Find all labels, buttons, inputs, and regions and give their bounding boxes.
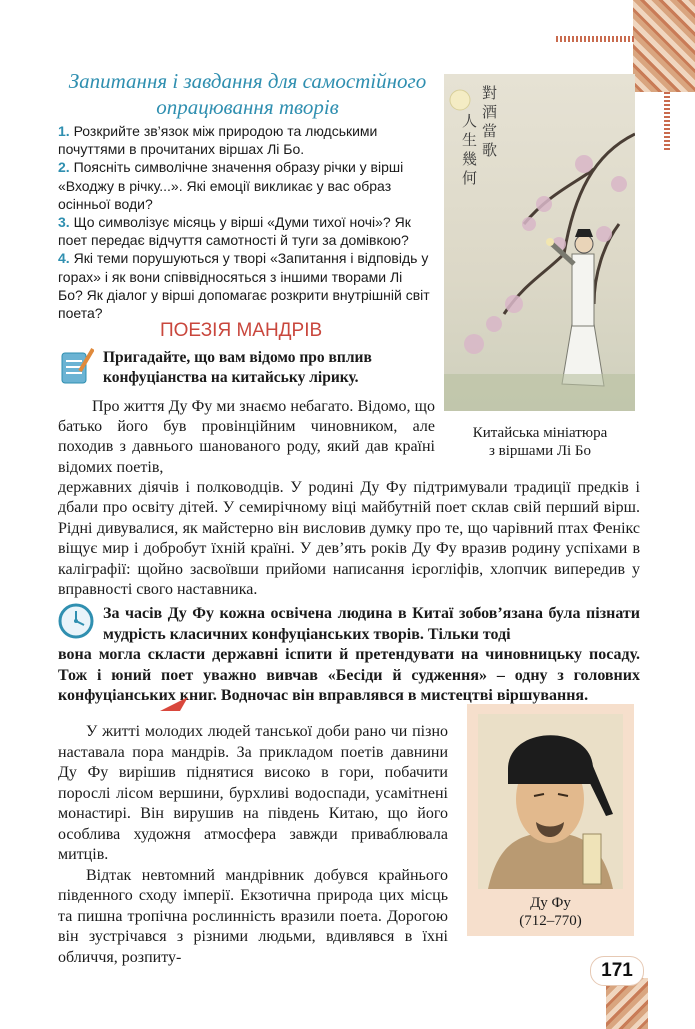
question-item: 2. Поясніть символічне значення образу річки у вірші «Входжу в річку...». Які емоції викликає у вас образ осінньої води? bbox=[58, 159, 404, 212]
section-title: Запитання і завдання для самостійного опрацювання творів bbox=[68, 69, 427, 119]
questions-list bbox=[58, 122, 430, 322]
portrait-caption bbox=[467, 894, 634, 930]
caption-line: Китайська мініатюра bbox=[472, 425, 608, 441]
calligraphy-char: 酒 bbox=[482, 103, 498, 121]
figure-caption bbox=[440, 424, 640, 460]
paragraph: Про життя Ду Фу ми знаємо небагато. Відомо, що батько його був провінційним чиновником, але походив з давнього шанованого роду, який дав країні відомих поетів, bbox=[58, 398, 435, 476]
miniature-illustration bbox=[444, 74, 635, 411]
end-marker-icon bbox=[160, 697, 188, 711]
portrait-name: Ду Фу bbox=[530, 895, 571, 911]
ornament-line-vertical bbox=[664, 92, 670, 150]
paragraph: державних діячів і полководців. У родині Ду Фу підтримували традиції предків і дбали про освіту дітей. У семирічному віці майбутній поет склав свій перший вірш. Рідні дивувалися, як майстерно він висловив думку про те, що чарівний птах Фенікс віщує мир і добробут їхній країні. У дев’ять років Ду Фу вразив родину успіхами в каліграфії: щойно засвоївши прийоми написання ієрогліфів, хлопчик випередив у вправності свого наставника. bbox=[58, 479, 640, 599]
corner-ornament-top bbox=[633, 0, 695, 92]
chinese-miniature-image bbox=[444, 74, 635, 411]
question-item: 1. Розкрийте зв’язок між природою та людськими почуттями в прочитаних віршах Лі Бо. bbox=[58, 123, 378, 158]
paragraph-travels: У житті молодих людей танської доби рано чи пізно наставала пора мандрів. За прикладом поетів давнини Ду Фу вирішив піднятися високо в гори, побачити порослі лісом вершини, бурхливі водоспади, усамітнені монастирі. Він вирушив на південь Китаю, що його особлива художня атмосфера завжди приваблювала митців. bbox=[58, 723, 448, 863]
portrait-years: (712–770) bbox=[519, 913, 582, 929]
caption-line: з віршами Лі Бо bbox=[488, 443, 592, 459]
notepad-pencil-icon bbox=[60, 347, 94, 385]
calligraphy-char: 人 bbox=[462, 112, 478, 130]
subsection-heading: ПОЕЗІЯ МАНДРІВ bbox=[160, 320, 323, 341]
page-number: 171 bbox=[590, 956, 644, 986]
calligraphy-char: 歌 bbox=[482, 141, 498, 159]
question-item: 3. Що символізує місяць у вірші «Думи тихої ночі»? Як поет передає відчуття самотності й туги за домівкою? bbox=[58, 214, 411, 249]
recall-note: Пригадайте, що вам відомо про вплив конфуціанства на китайську лірику. bbox=[103, 349, 372, 386]
paragraph bbox=[58, 722, 448, 968]
paragraph-south: Відтак невтомний мандрівник добувся крайнього південного сходу імперії. Екзотична природа цих місць та пишна тропічна рослинність вразили поета. Дорогою він зустрічався з різними людьми, вдивлявся в їхні обличчя, розпиту- bbox=[58, 866, 448, 966]
du-fu-portrait bbox=[478, 714, 623, 889]
history-note-continued: вона могла скласти державні іспити й претендувати на чиновницьку посаду. Тож і юний поет уважно вивчав «Бесіди й судження» – одну з головних конфуціанських книг. Водночас він вправлявся в мистецтві віршування. bbox=[58, 646, 640, 704]
calligraphy-char: 幾 bbox=[462, 150, 478, 168]
history-note: За часів Ду Фу кожна освічена людина в Китаї зобов’язана була пізнати мудрість класичних конфуціанських творів. Тільки тоді bbox=[103, 605, 640, 643]
calligraphy-char: 當 bbox=[482, 122, 498, 140]
ornament-line bbox=[556, 36, 634, 42]
calligraphy-char: 生 bbox=[462, 131, 478, 149]
question-item: 4. Які теми порушуються у творі «Запитання і відповідь у горах» і як вони співвідносяться з іншими творами Лі Бо? Як діалог у вірші допомагає розкрити внутрішній світ поета? bbox=[58, 250, 430, 322]
clock-icon bbox=[58, 603, 94, 639]
calligraphy-char: 何 bbox=[462, 169, 478, 187]
calligraphy-char: 對 bbox=[482, 84, 498, 102]
